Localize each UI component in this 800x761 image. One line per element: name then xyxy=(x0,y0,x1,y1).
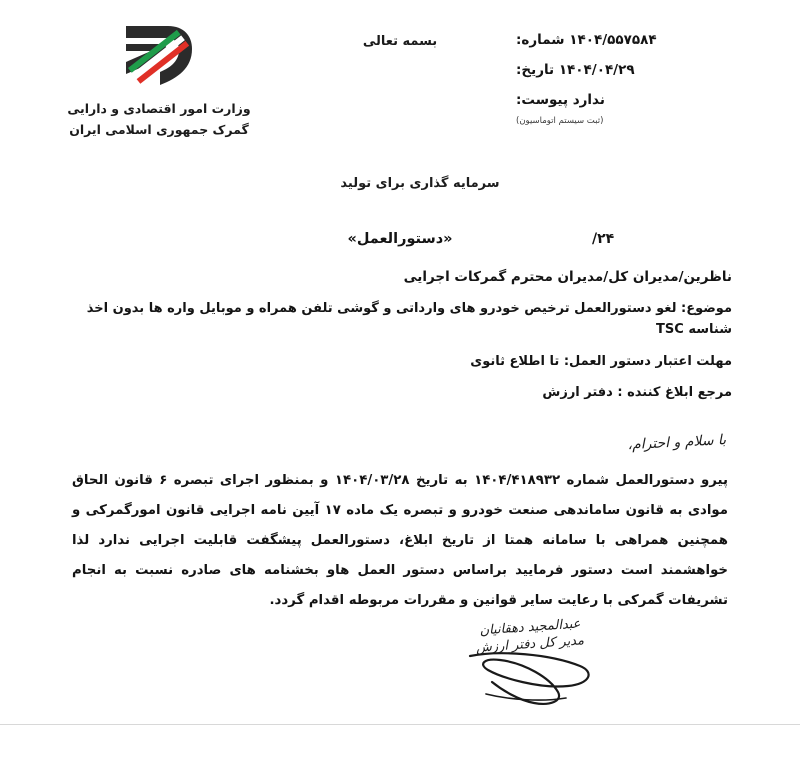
title-row xyxy=(34,231,766,247)
field-subject xyxy=(68,299,732,341)
meta-value-number: ۱۴۰۴/۵۵۷۵۸۴ xyxy=(569,32,657,48)
year-slogan: سرمایه گذاری برای تولید xyxy=(340,176,500,191)
field-issuing-authority-value: دفتر ارزش xyxy=(542,385,613,401)
salutation-text: با سلام و احترام، xyxy=(627,432,727,454)
document-title: «دستورالعمل» xyxy=(347,231,453,247)
meta-label-number: شماره: xyxy=(516,32,565,48)
signatory-name: عبدالمجید دهقانیان xyxy=(479,616,581,639)
meta-value-attachment: ندارد xyxy=(572,92,605,108)
besmeh-taala xyxy=(284,18,516,49)
organization-line-2: گمرک جمهوری اسلامی ایران xyxy=(69,122,249,138)
besmeh-text: بسمه تعالی xyxy=(362,34,438,49)
logo-wrapper xyxy=(34,22,284,92)
field-issuing-authority-label: مرجع ابلاغ کننده : xyxy=(617,385,732,401)
meta-row-date xyxy=(516,62,766,78)
field-validity xyxy=(68,352,732,373)
addressee-line: ناظرین/مدیران کل/مدیران محترم گمرکات اجرایی xyxy=(403,269,732,285)
document-number-mark: /۲۴ xyxy=(592,231,615,247)
meta-row-number xyxy=(516,32,766,48)
signature-area xyxy=(410,616,650,710)
field-subject-label: موضوع: xyxy=(681,301,732,316)
document-body: پیرو دستورالعمل شماره ۱۴۰۴/۴۱۸۹۳۲ به تاریخ ۱۴۰۴/۰۳/۲۸ و بمنظور اجرای تبصره ۶ قانون الحاق موادی به قانون ساماندهی صنعت خودرو و تبصره یک ماده ۱۷ آیین نامه اجرایی قانون امورگمرکی و همچنین همراهی با سامانه همتا از تاریخ ابلاغ، دستورالعمل پیشگفت قابلیت اجرایی ندارد لذا خواهشمند است دستور فرمایید براساس دستور العمل هاو بخشنامه های صادره نسبت به انجام تشریفات گمرکی با رعایت سایر قوانین و مقررات مربوطه اقدام گردد. xyxy=(72,473,728,608)
signatory-role: مدیر کل دفتر ارزش xyxy=(475,633,585,656)
organization-block xyxy=(34,18,284,141)
meta-label-attachment: پیوست: xyxy=(516,92,569,108)
field-validity-label: مهلت اعتبار دستور العمل: xyxy=(563,353,732,369)
meta-row-attachment xyxy=(516,92,766,108)
addressing-block xyxy=(34,269,766,404)
document-header xyxy=(34,18,766,168)
meta-label-date: تاریخ: xyxy=(516,62,555,78)
field-issuing-authority xyxy=(68,383,732,404)
footer-divider xyxy=(0,724,800,725)
organization-line-1: وزارت امور اقتصادی و دارایی xyxy=(67,101,251,116)
automation-registration-note: (ثبت سیستم اتوماسیون) xyxy=(516,116,604,126)
field-subject-value: لغو دستورالعمل ترخیص خودرو های وارداتی و گوشی تلفن همراه و موبایل واره ها بدون اخذ شناسه TSC xyxy=(86,301,732,337)
field-validity-value: تا اطلاع ثانوی xyxy=(470,353,560,369)
meta-value-date: ۱۴۰۴/۰۴/۲۹ xyxy=(558,62,635,78)
customs-emblem-logo xyxy=(120,22,198,92)
document-meta-block xyxy=(516,18,766,126)
